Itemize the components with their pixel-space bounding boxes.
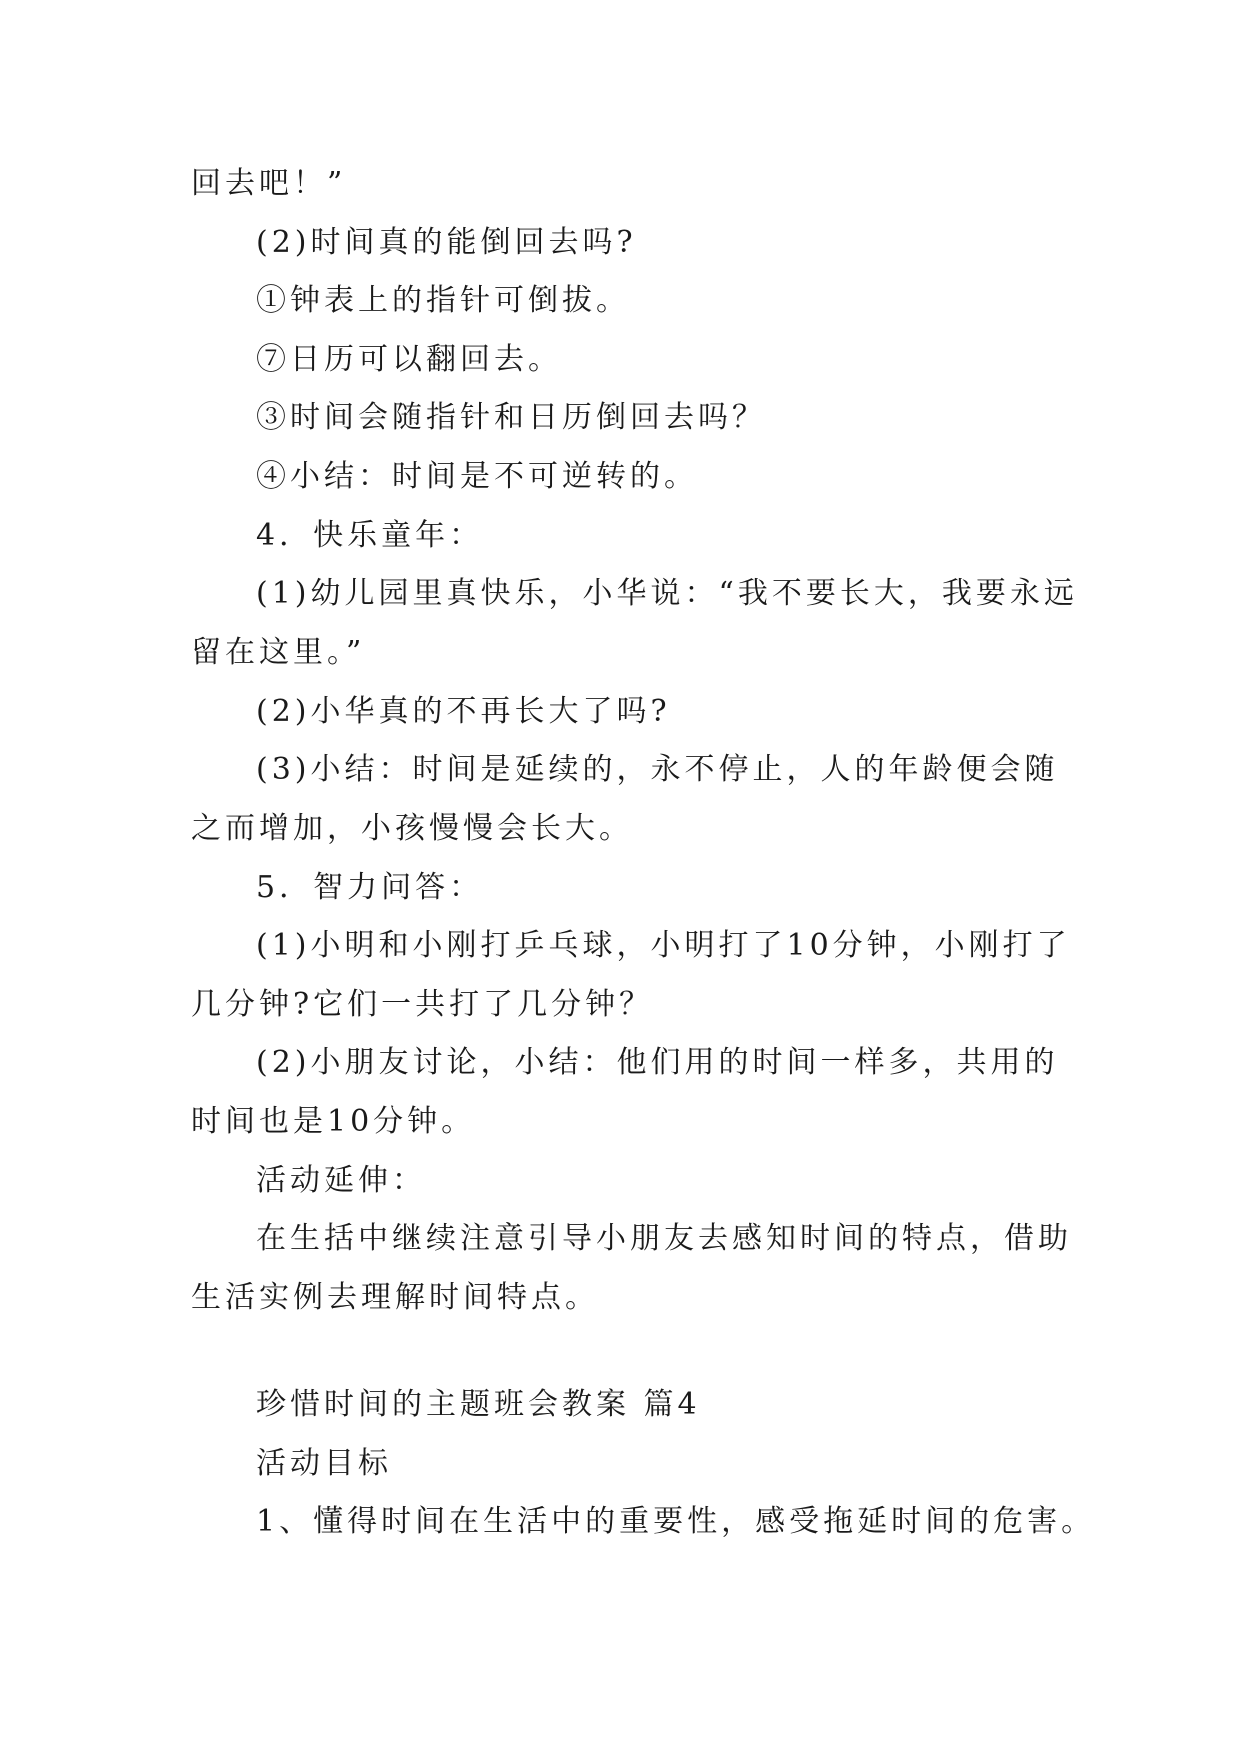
section-heading: 5．智力问答： bbox=[256, 870, 484, 905]
text-line: (2)时间真的能倒回去吗? bbox=[256, 225, 637, 260]
text-line: (2)小华真的不再长大了吗? bbox=[256, 694, 671, 729]
text-line: 1、懂得时间在生活中的重要性，感受拖延时间的危害。 bbox=[256, 1504, 1096, 1539]
text-line: 生活实例去理解时间特点。 bbox=[191, 1280, 599, 1315]
section-heading: 活动延伸： bbox=[256, 1163, 426, 1198]
text-line: (3)小结：时间是延续的，永不停止，人的年龄便会随 bbox=[256, 752, 1059, 787]
text-line: (1)幼儿园里真快乐，小华说：“我不要长大，我要永远 bbox=[256, 576, 1078, 611]
text-line: 留在这里。” bbox=[191, 635, 366, 670]
text-line: ④小结：时间是不可逆转的。 bbox=[256, 459, 698, 494]
text-line: ⑦日历可以翻回去。 bbox=[256, 342, 562, 377]
text-line: 几分钟?它们一共打了几分钟？ bbox=[191, 987, 654, 1022]
article-title: 珍惜时间的主题班会教案 篇4 bbox=[256, 1387, 701, 1422]
text-line: (1)小明和小刚打乒乓球，小明打了10分钟，小刚打了 bbox=[256, 928, 1071, 963]
text-line: 之而增加，小孩慢慢会长大。 bbox=[191, 811, 633, 846]
text-line: 时间也是10分钟。 bbox=[191, 1104, 476, 1139]
text-line: ①钟表上的指针可倒拔。 bbox=[256, 283, 630, 318]
section-heading: 活动目标 bbox=[256, 1446, 392, 1481]
text-line: 回去吧！” bbox=[191, 166, 347, 201]
text-line: ③时间会随指针和日历倒回去吗？ bbox=[256, 400, 766, 435]
text-line: (2)小朋友讨论，小结：他们用的时间一样多，共用的 bbox=[256, 1045, 1059, 1080]
text-line: 在生括中继续注意引导小朋友去感知时间的特点，借助 bbox=[256, 1221, 1072, 1256]
section-heading: 4．快乐童年： bbox=[256, 518, 484, 553]
